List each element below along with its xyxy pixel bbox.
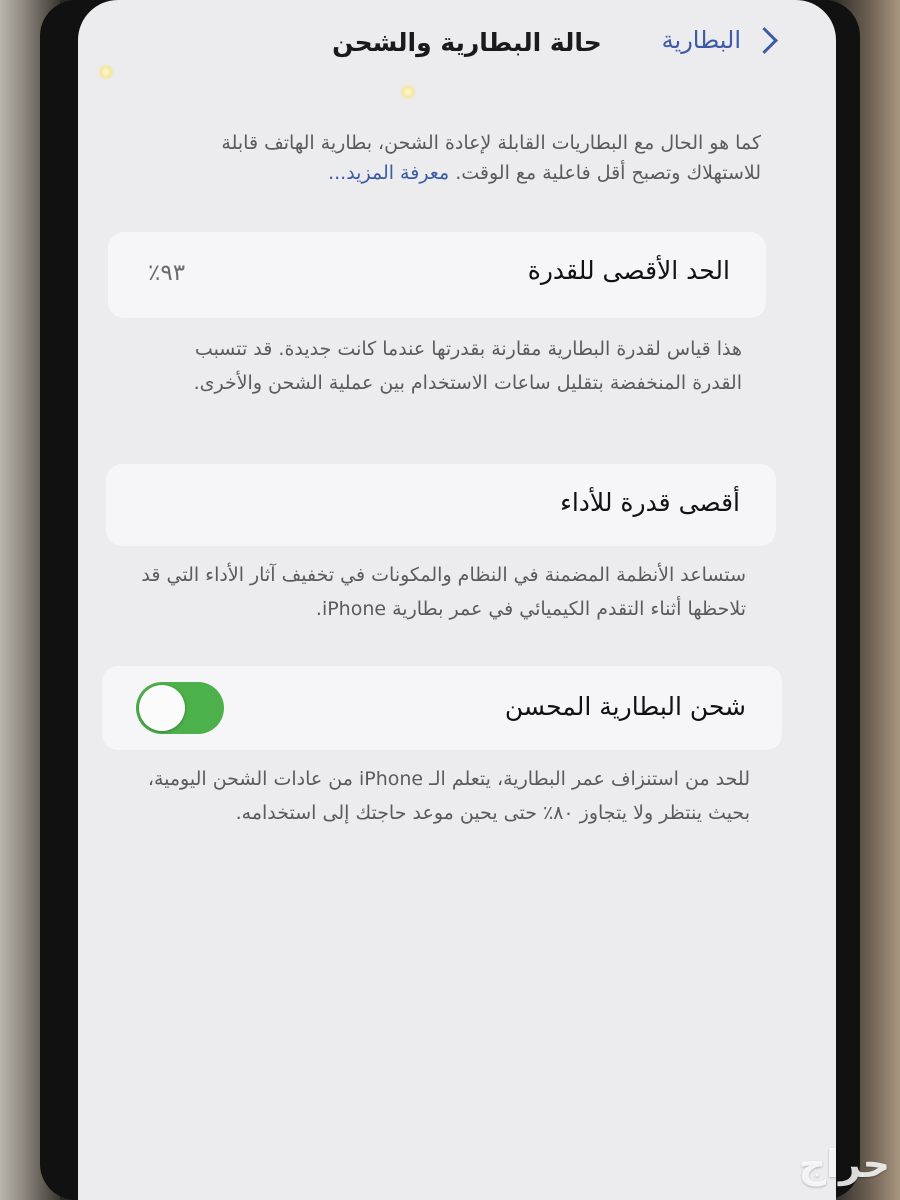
light-reflection xyxy=(400,84,416,100)
haraj-watermark-logo: حراج xyxy=(798,1142,890,1186)
optimized-charging-footer: للحد من استنزاف عمر البطارية، يتعلم الـ iPhone من عادات الشحن اليومية، بحيث ينتظر ولا يتجاوز ٨٠٪ حتى يحين موعد حاجتك إلى استخدامه. xyxy=(147,768,750,824)
learn-more-link[interactable]: معرفة المزيد... xyxy=(328,162,450,184)
page-title: حالة البطارية والشحن xyxy=(332,28,602,57)
intro-description: كما هو الحال مع البطاريات القابلة لإعادة الشحن، بطارية الهاتف قابلة للاستهلاك وتصبح أقل فاعلية مع الوقت. xyxy=(221,132,761,184)
toggle-knob xyxy=(139,685,185,731)
back-button-label: البطارية xyxy=(661,26,741,54)
optimized-charging-toggle[interactable] xyxy=(136,682,224,734)
max-capacity-footer: هذا قياس لقدرة البطارية مقارنة بقدرتها عندما كانت جديدة. قد تتسبب القدرة المنخفضة بتقليل ساعات الاستخدام بين عملية الشحن والأخرى. xyxy=(193,338,742,394)
navigation-bar xyxy=(78,24,836,74)
optimized-charging-cell xyxy=(102,666,782,750)
max-capacity-cell xyxy=(108,232,766,318)
max-capacity-label: الحد الأقصى للقدرة xyxy=(527,256,730,285)
peak-performance-cell xyxy=(106,464,776,546)
battery-health-screen xyxy=(78,0,836,1200)
peak-performance-footer: ستساعد الأنظمة المضمنة في النظام والمكونات في تخفيف آثار الأداء التي قد تلاحظها أثناء التقدم الكيميائي في عمر بطارية iPhone. xyxy=(141,564,746,620)
max-capacity-value: ٩٣٪ xyxy=(148,260,186,286)
peak-performance-label: أقصى قدرة للأداء xyxy=(560,488,740,517)
optimized-charging-label: شحن البطارية المحسن xyxy=(504,692,746,721)
intro-text xyxy=(161,128,761,188)
